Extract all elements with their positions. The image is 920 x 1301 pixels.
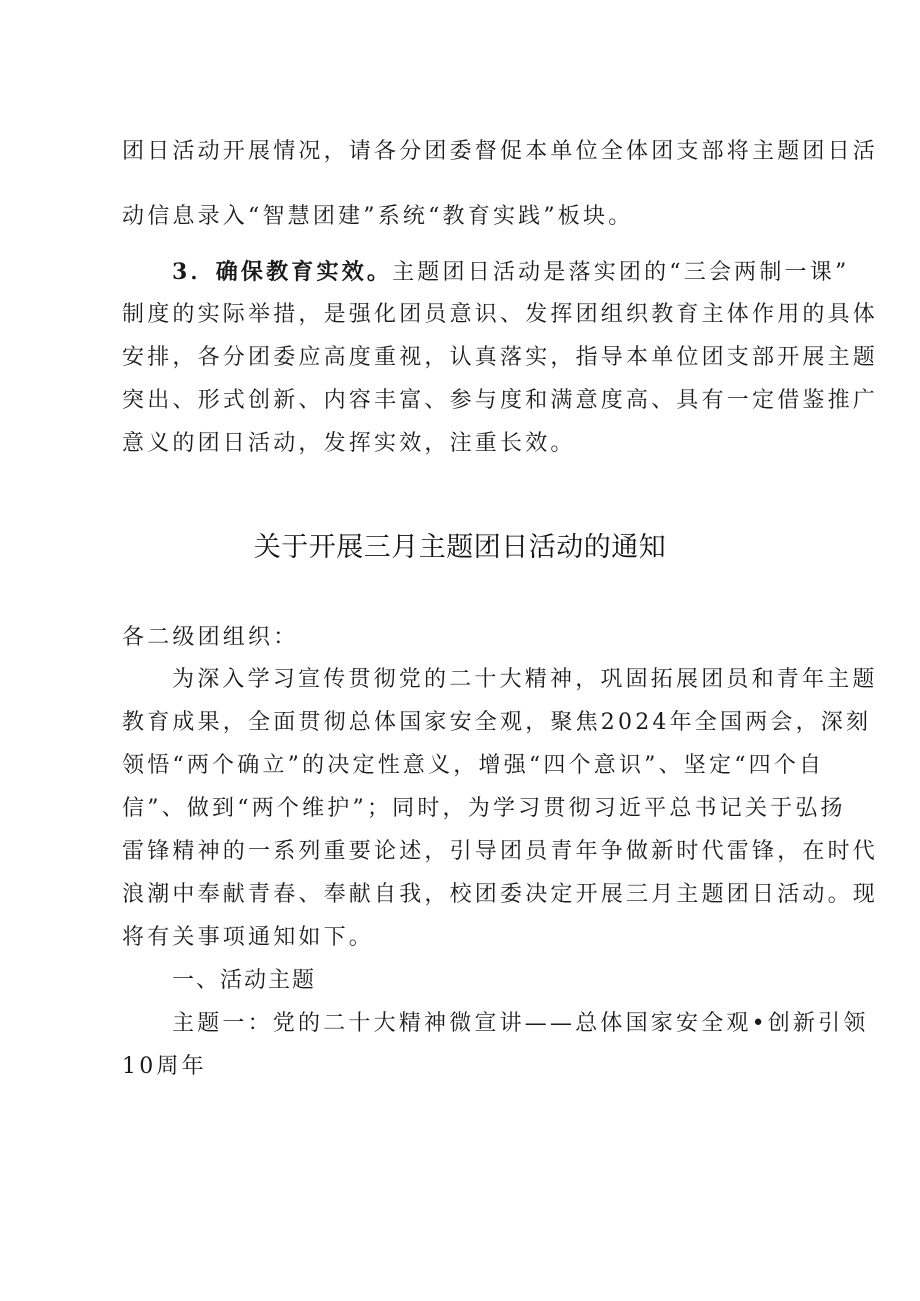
item-3-line-3: 安排，各分团委应高度重视，认真落实，指导本单位团支部开展主题 [122, 345, 879, 370]
intro-line-5: 雷锋精神的一系列重要论述，引导团员青年争做新时代雷锋，在时代 [122, 839, 879, 864]
salutation: 各二级团组织： [122, 625, 299, 650]
notice-title: 关于开展三月主题团日活动的通知 [253, 532, 667, 563]
intro-line-4: 信”、做到“两个维护”；同时，为学习贯彻习近平总书记关于弘扬 [122, 796, 846, 821]
theme-1-line-1: 主题一：党的二十大精神微宣讲——总体国家安全观•创新引领 [172, 1011, 869, 1036]
section-1-heading: 一、活动主题 [172, 968, 317, 993]
previous-text-line-2: 动信息录入“智慧团建”系统“教育实践”板块。 [122, 204, 634, 229]
previous-text-line-1: 团日活动开展情况，请各分团委督促本单位全体团支部将主题团日活 [122, 139, 879, 164]
item-3-first-line [172, 254, 850, 291]
intro-line-1: 为深入学习宣传贯彻党的二十大精神，巩固拓展团员和青年主题 [172, 667, 878, 692]
item-3-first-line-rest: 主题团日活动是落实团的“三会两制一课” [392, 260, 850, 285]
theme-1-line-2: 10周年 [122, 1054, 207, 1079]
intro-line-6: 浪潮中奉献青春、奉献自我，校团委决定开展三月主题团日活动。现 [122, 882, 879, 907]
intro-line-7: 将有关事项通知如下。 [122, 925, 375, 950]
item-3-line-2: 制度的实际举措，是强化团员意识、发挥团组织教育主体作用的具体 [122, 302, 879, 327]
item-3-line-4: 突出、形式创新、内容丰富、参与度和满意度高、具有一定借鉴推广 [122, 388, 879, 413]
item-3-line-5: 意义的团日活动，发挥实效，注重长效。 [122, 431, 576, 456]
intro-line-3: 领悟“两个确立”的决定性意义，增强“四个意识”、坚定“四个自 [122, 753, 825, 778]
item-3-label: 3．确保教育实效。 [172, 259, 393, 285]
intro-line-2: 教育成果，全面贯彻总体国家安全观，聚焦2024年全国两会，深刻 [122, 710, 872, 735]
